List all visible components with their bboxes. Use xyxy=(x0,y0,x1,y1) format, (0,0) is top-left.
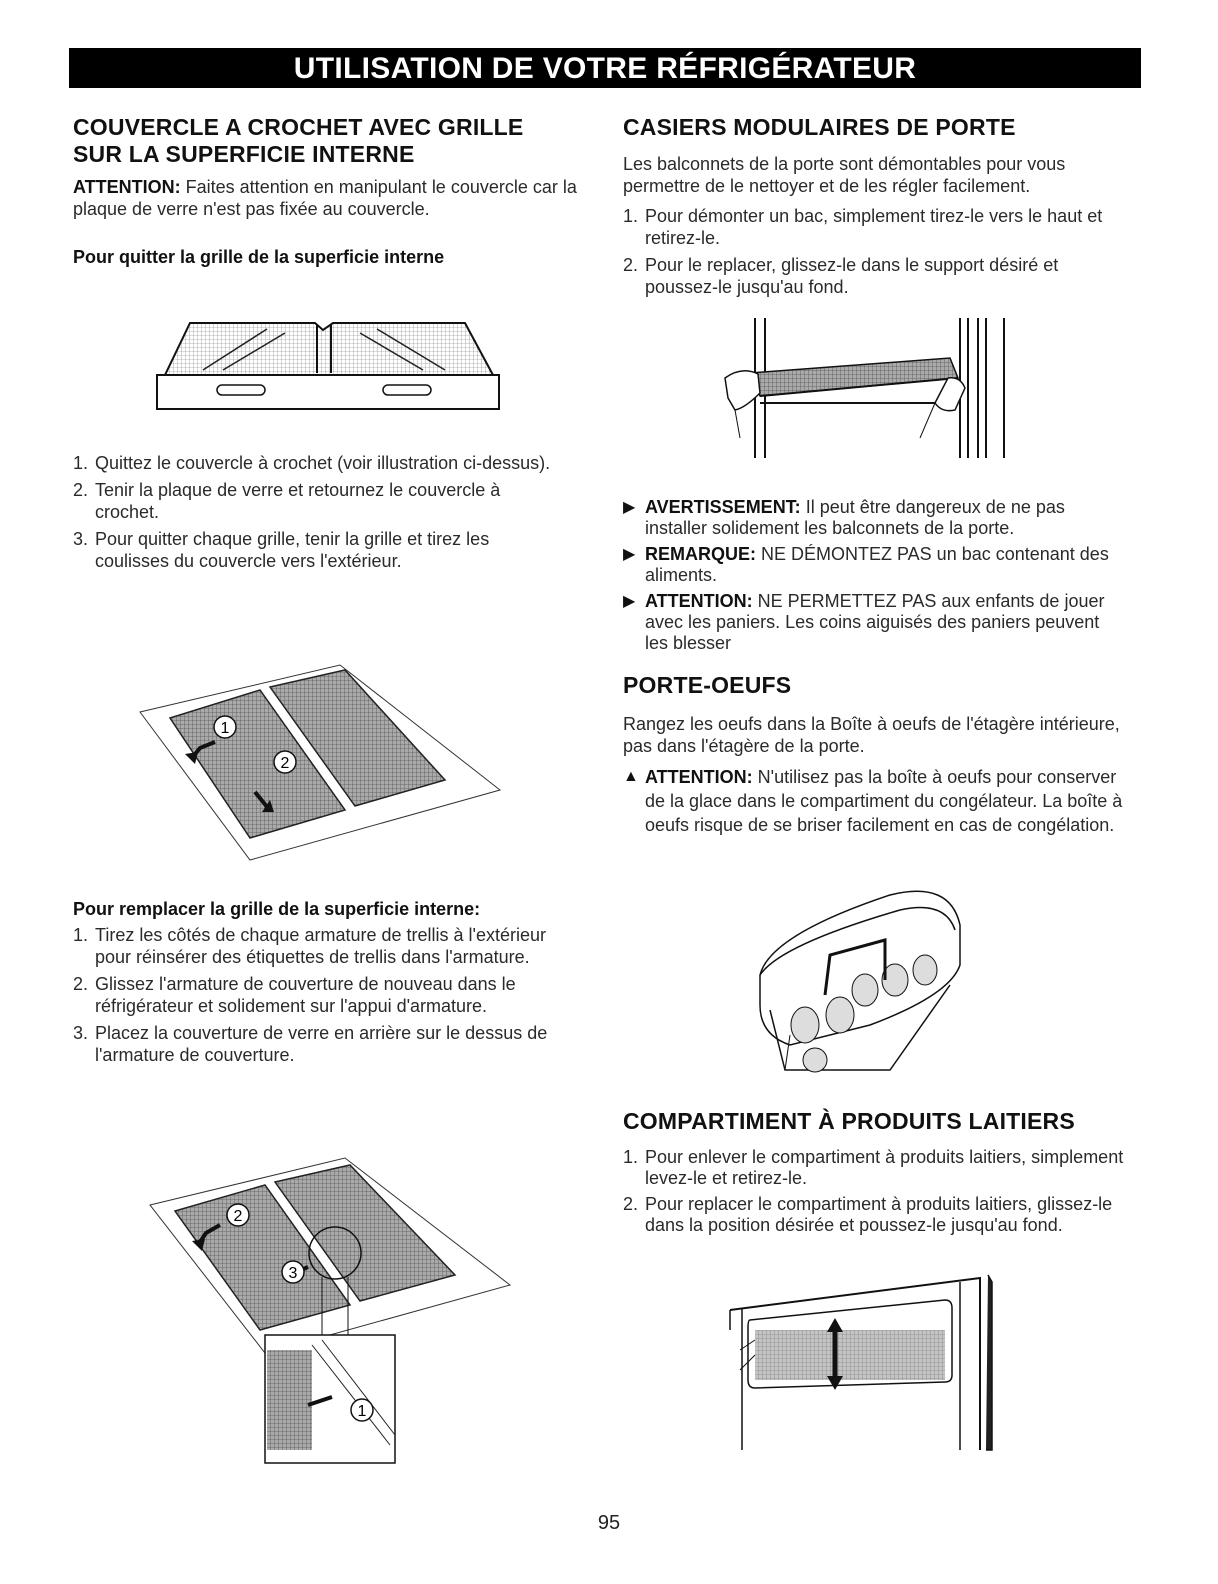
list-item: 1. Quittez le couvercle à crochet (voir illustration ci-dessus). xyxy=(73,453,551,473)
warning-item: ▶ ATTENTION: NE PERMETTEZ PAS aux enfants de jouer avec les paniers. Les coins aiguisés des paniers peuvent les blesser xyxy=(623,591,1105,653)
list-item: 1. Tirez les côtés de chaque armature de trellis à l'extérieur pour réinsérer des étiquettes de trellis dans l'armature. xyxy=(73,925,546,967)
list-item: 2. Glissez l'armature de couverture de nouveau dans le réfrigérateur et solidement sur l'appui d'armature. xyxy=(73,974,516,1016)
warnings-block xyxy=(623,497,1123,842)
door-bin-illustration xyxy=(720,318,1020,458)
dairy-steps xyxy=(623,1147,1128,1236)
callout-3: 3 xyxy=(288,1265,298,1282)
warning-triangle-icon: ▲ xyxy=(623,768,639,785)
attention-text: Faites attention en manipulant le couvercle car la plaque de verre n'est pas fixée au couvercle. xyxy=(73,177,577,219)
arrow-bullet-icon: ▶ xyxy=(623,546,636,563)
door-bins-title: CASIERS MODULAIRES DE PORTE xyxy=(623,114,1016,140)
egg-holder-intro: Rangez les oeufs dans la Boîte à oeufs de l'étagère intérieure, pas dans l'étagère de la porte. xyxy=(623,714,1120,756)
remove-grille-heading: Pour quitter la grille de la superficie interne xyxy=(73,247,445,267)
egg-holder-title: PORTE-OEUFS xyxy=(623,672,792,698)
dairy-block xyxy=(623,1108,1128,1241)
egg-attention: ▲ ATTENTION: N'utilisez pas la boîte à oeufs pour conserver de la glace dans le compartiment du congélateur. La boîte à oeufs risque de se briser facilement en cas de congélation. xyxy=(623,767,1123,835)
list-item: 2. Pour replacer le compartiment à produits laitiers, glissez-le dans la position désirée et poussez-le jusqu'au fond. xyxy=(623,1194,1113,1235)
dairy-compartment-illustration xyxy=(730,1270,1010,1450)
callout-1: 1 xyxy=(220,720,230,737)
list-item: 3. Pour quitter chaque grille, tenir la grille et tirez les coulisses du couvercle vers l'extérieur. xyxy=(73,529,490,571)
list-item: 1. Pour enlever le compartiment à produits laitiers, simplement levez-le et retirez-le. xyxy=(623,1147,1124,1188)
left-column xyxy=(73,114,583,268)
remove-steps-block xyxy=(73,452,553,577)
dairy-title: COMPARTIMENT À PRODUITS LAITIERS xyxy=(623,1108,1075,1134)
replace-steps-list xyxy=(73,924,583,1066)
door-bins-intro: Les balconnets de la porte sont démontables pour vous permettre de le nettoyer et de les régler facilement. xyxy=(623,154,1066,196)
grille-removal-illustration xyxy=(140,660,510,870)
list-item: 3. Placez la couverture de verre en arrière sur le dessus de l'armature de couverture. xyxy=(73,1023,548,1065)
list-item: 1. Pour démonter un bac, simplement tirez-le vers le haut et retirez-le. xyxy=(623,206,1103,248)
lid-section-title-line2: SUR LA SUPERFICIE INTERNE xyxy=(73,141,415,167)
attention-label: ATTENTION: xyxy=(73,177,181,197)
list-item: 2. Tenir la plaque de verre et retournez le couvercle à crochet. xyxy=(73,480,501,522)
arrow-bullet-icon: ▶ xyxy=(623,499,636,516)
page-number: 95 xyxy=(597,1512,621,1534)
lid-attention xyxy=(73,176,583,220)
list-item: 2. Pour le replacer, glissez-le dans le support désiré et poussez-le jusqu'au fond. xyxy=(623,255,1059,297)
replace-grille-heading: Pour remplacer la grille de la superficie interne: xyxy=(73,899,481,919)
callout-1b: 1 xyxy=(357,1403,367,1420)
callout-2b: 2 xyxy=(233,1208,243,1225)
section-banner: UTILISATION DE VOTRE RÉFRIGÉRATEUR xyxy=(69,48,1141,88)
warning-item: ▶ REMARQUE: NE DÉMONTEZ PAS un bac contenant des aliments. xyxy=(623,544,1109,585)
right-column-top xyxy=(623,114,1128,303)
grille-replace-illustration xyxy=(150,1155,520,1465)
callout-2: 2 xyxy=(280,755,290,772)
arrow-bullet-icon: ▶ xyxy=(623,593,636,610)
lid-illustration xyxy=(145,315,505,420)
door-bins-steps xyxy=(623,205,1128,298)
egg-box-illustration xyxy=(750,885,970,1080)
remove-steps-list xyxy=(73,452,553,572)
lid-section-title: COUVERCLE A CROCHET AVEC GRILLE xyxy=(73,114,524,140)
replace-steps-block xyxy=(73,898,583,1071)
warning-item: ▶ AVERTISSEMENT: Il peut être dangereux de ne pas installer solidement les balconnets de la porte. xyxy=(623,497,1065,538)
